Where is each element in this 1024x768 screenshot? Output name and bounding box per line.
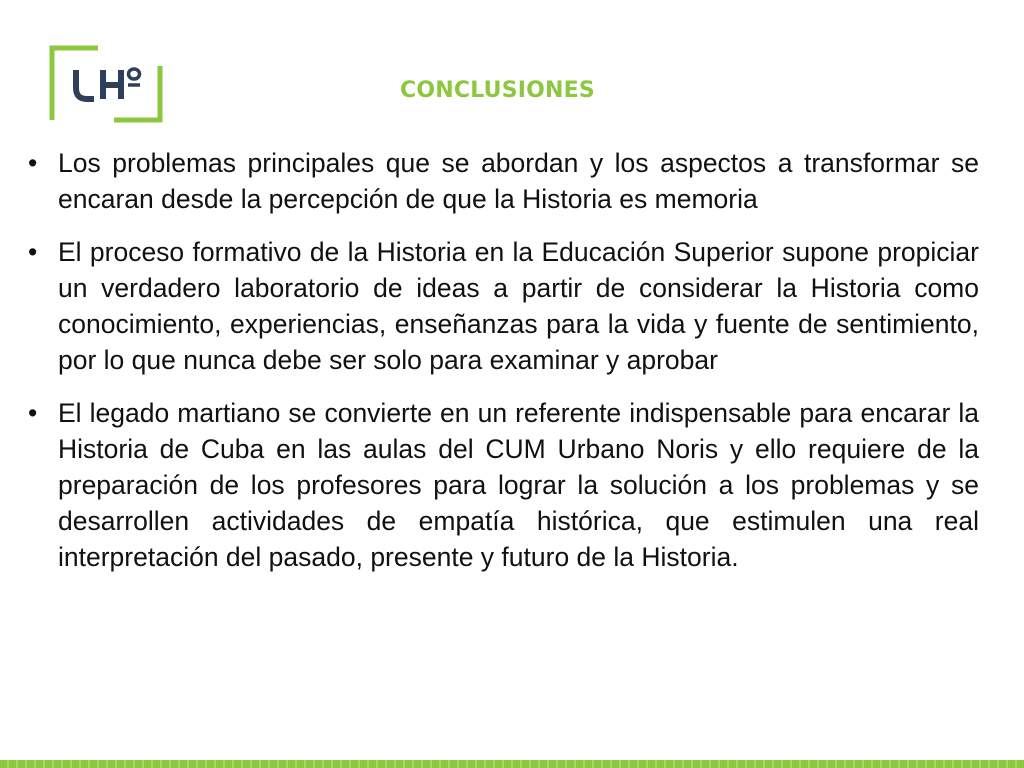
list-item — [24, 234, 979, 378]
uh-logo — [48, 44, 164, 124]
list-item — [24, 395, 979, 575]
bullet-marker: • — [28, 148, 38, 178]
bullet-marker: • — [28, 398, 38, 428]
slide-title: CONCLUSIONES — [400, 78, 595, 103]
bullet-text: El legado martiano se convierte en un referente indispensable para encarar la Historia de Cuba en las aulas del CUM Urbano Noris y ello requiere de la preparación de los profesores para lograr la solución a los problemas y se desarrollen actividades de empatía histórica, que estimulen una real interpretación del pasado, presente y futuro de la Historia. — [58, 398, 979, 572]
footer-accent-bar — [0, 760, 1024, 768]
list-item — [24, 145, 979, 217]
bullet-text: Los problemas principales que se abordan y los aspectos a transformar se encaran desde la percepción de que la Historia es memoria — [58, 148, 979, 214]
bullet-marker: • — [28, 237, 38, 267]
conclusions-list — [24, 145, 979, 592]
uh-logo-graphic — [48, 44, 164, 124]
bullet-text: El proceso formativo de la Historia en la Educación Superior supone propiciar un verdadero laboratorio de ideas a partir de considerar la Historia como conocimiento, experiencias, enseñanzas para la vida y fuente de sentimiento, por lo que nunca debe ser solo para examinar y aprobar — [58, 237, 979, 375]
